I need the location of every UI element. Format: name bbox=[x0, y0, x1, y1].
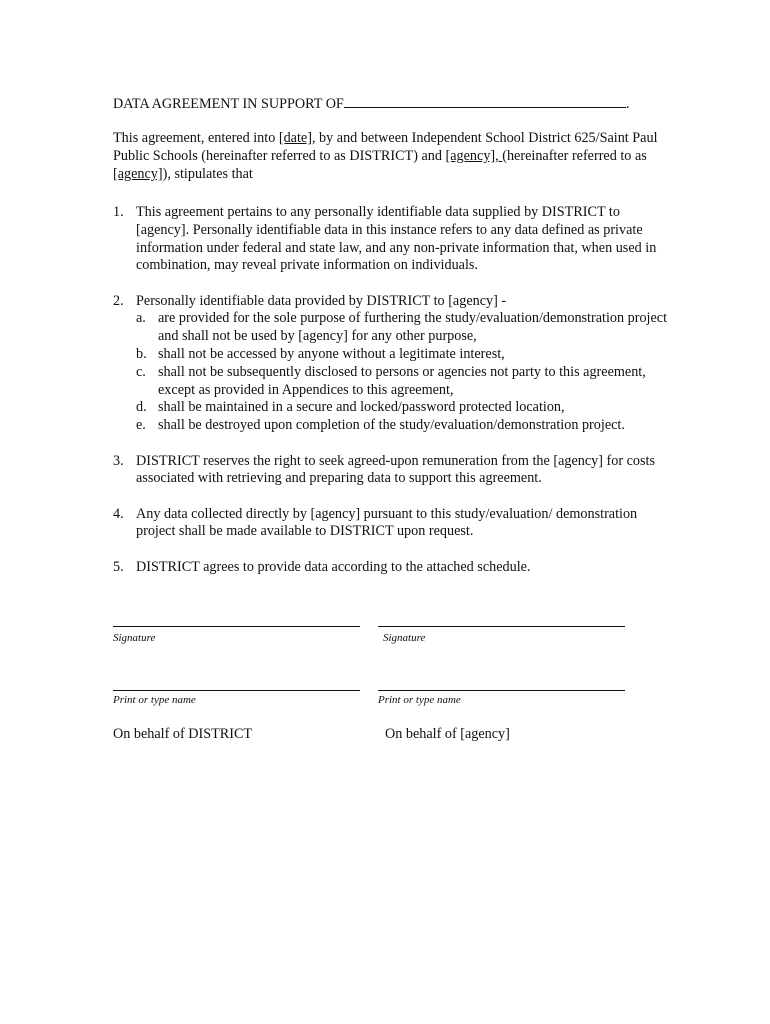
term-text: Personally identifiable data provided by DISTRICT to [agency] - bbox=[136, 292, 507, 309]
subterm-text: shall not be subsequently disclosed to persons or agencies not party to this agreement, except as provided in Appendices to this agreement, bbox=[158, 363, 646, 398]
agency-placeholder-2: [agency] bbox=[113, 166, 163, 182]
term-text: DISTRICT agrees to provide data according to the attached schedule. bbox=[136, 558, 531, 575]
subterm-item bbox=[136, 364, 673, 400]
subterm-text: are provided for the sole purpose of furthering the study/evaluation/demonstration project and shall not be used by [agency] for any other purpose, bbox=[158, 310, 668, 345]
subterm-item bbox=[136, 346, 673, 364]
right-signature-label: Signature bbox=[383, 632, 426, 644]
left-signature-line[interactable] bbox=[113, 626, 360, 627]
term-item bbox=[113, 559, 673, 577]
subterm-letter: e. bbox=[136, 417, 146, 434]
term-text: Any data collected directly by [agency] pursuant to this study/evaluation/ demonstration project shall be made available to DISTRICT upon request. bbox=[136, 505, 638, 540]
left-print-name-label: Print or type name bbox=[113, 694, 196, 706]
term-item bbox=[113, 506, 673, 542]
date-placeholder: [date] bbox=[278, 130, 312, 146]
term-number: 5. bbox=[113, 558, 124, 575]
agency-placeholder-1: [agency], bbox=[445, 148, 503, 164]
subterm-text: shall be maintained in a secure and locked/password protected location, bbox=[158, 399, 565, 416]
term-number: 3. bbox=[113, 452, 124, 469]
subterm-text: shall be destroyed upon completion of the study/evaluation/demonstration project. bbox=[158, 417, 625, 434]
title-blank-line bbox=[344, 94, 626, 108]
term-sublist bbox=[136, 310, 673, 435]
subterm-text: shall not be accessed by anyone without a legitimate interest, bbox=[158, 346, 505, 363]
subterm-item bbox=[136, 310, 673, 346]
term-text: This agreement pertains to any personally identifiable data supplied by DISTRICT to [agency]. Personally identifiable data in this instance refers to any data defined as private information under federal and state law, and any non-private information that, when used in combination, may reveal private information on individuals. bbox=[136, 204, 657, 274]
right-signature-line[interactable] bbox=[378, 626, 625, 627]
intro-paragraph bbox=[113, 129, 673, 183]
subterm-letter: a. bbox=[136, 310, 146, 327]
subterm-item bbox=[136, 417, 673, 435]
term-item bbox=[113, 204, 673, 275]
title-text: DATA AGREEMENT IN SUPPORT OF bbox=[113, 96, 344, 112]
left-print-name-line[interactable] bbox=[113, 690, 360, 691]
subterm-letter: d. bbox=[136, 399, 147, 416]
document-title bbox=[113, 94, 629, 113]
title-trail: . bbox=[625, 96, 630, 112]
intro-text-2: , by and between Independent School District 625/Saint Paul Public Schools (hereinafter referred to as DISTRICT) and bbox=[113, 130, 658, 164]
intro-text-3: (hereinafter referred to as bbox=[502, 148, 647, 164]
district-behalf-text: On behalf of DISTRICT bbox=[113, 726, 253, 742]
subterm-item bbox=[136, 399, 673, 417]
subterm-letter: b. bbox=[136, 346, 147, 363]
terms-list bbox=[113, 204, 673, 594]
intro-text-1: This agreement, entered into bbox=[113, 130, 279, 146]
term-item bbox=[113, 453, 673, 489]
term-number: 4. bbox=[113, 505, 124, 522]
subterm-letter: c. bbox=[136, 363, 146, 380]
right-print-name-label: Print or type name bbox=[378, 694, 461, 706]
term-number: 2. bbox=[113, 292, 124, 309]
right-print-name-line[interactable] bbox=[378, 690, 625, 691]
term-text: DISTRICT reserves the right to seek agreed-upon remuneration from the [agency] for costs associated with retrieving and preparing data to support this agreement. bbox=[136, 452, 655, 487]
term-item bbox=[113, 293, 673, 435]
agency-behalf-text: On behalf of [agency] bbox=[385, 726, 510, 742]
term-number: 1. bbox=[113, 204, 124, 220]
left-signature-label: Signature bbox=[113, 632, 156, 644]
intro-text-4: ), stipulates that bbox=[162, 166, 253, 182]
